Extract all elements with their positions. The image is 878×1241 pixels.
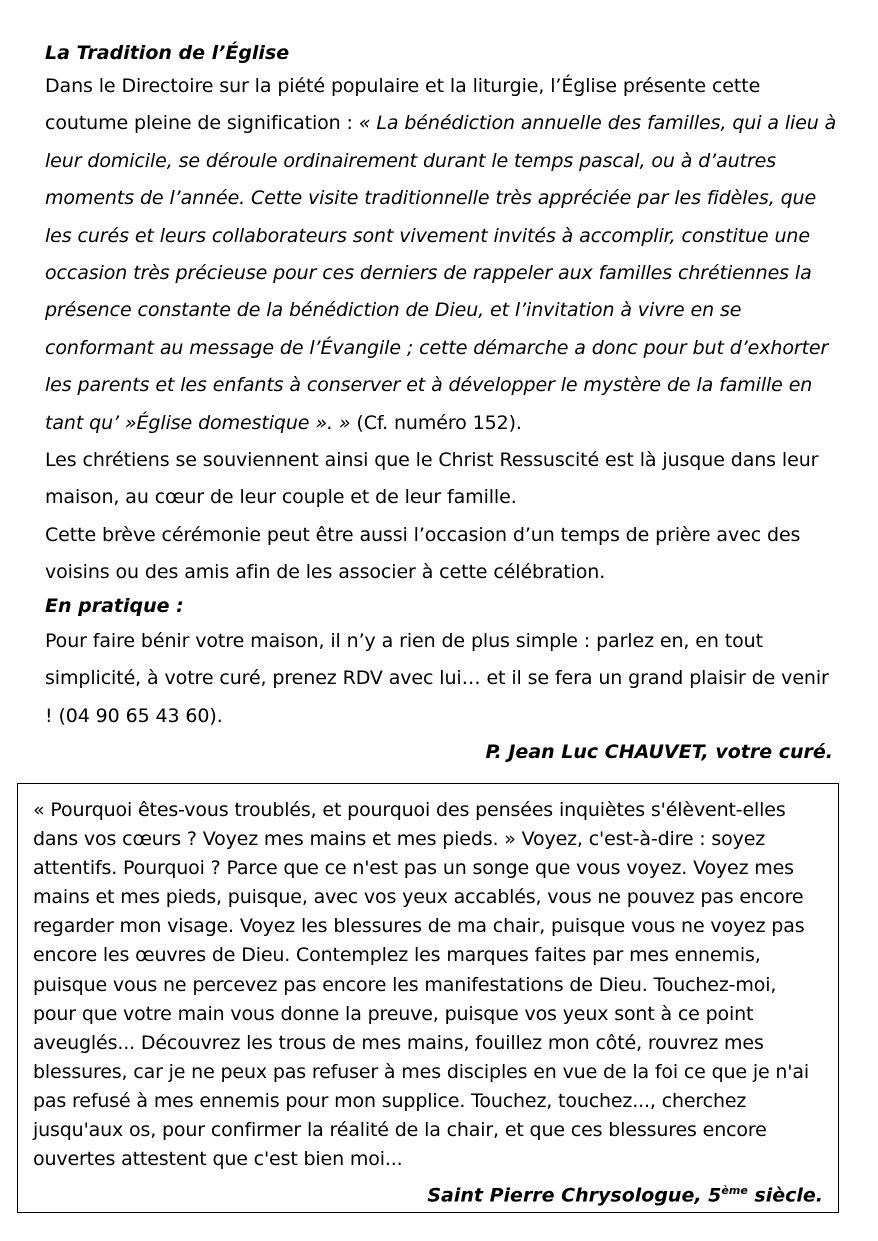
intro-text: Dans le Directoire sur la piété populaire et la liturgie, l’Église présente cette coutume pleine de signification : bbox=[45, 75, 761, 135]
article-signature: P. Jean Luc CHAUVET, votre curé. bbox=[485, 741, 833, 764]
directory-quote: « La bénédiction annuelle des familles, qui a lieu à leur domicile, se déroule ordinairement durant le temps pascal, ou à d’autres moments de l’année. Cette visite traditionnelle très appréciée par les fidèles, que les curés et leurs collaborateurs sont vivement invités à accomplir, constitue une occasion très précieuse pour ces derniers de rappeler aux familles chrétiennes la présence constante de la bénédiction de Dieu, et l’invitation à vivre en se conformant au message de l’Évangile ; cette démarche a donc pour but d’exhorter les parents et les enfants à conserver et à développer le mystère de la famille en tant qu’ »Église domestique ». » bbox=[45, 112, 837, 434]
practice-paragraph: Pour faire bénir votre maison, il n’y a rien de plus simple : parlez en, en tout simplicité, à votre curé, prenez RDV avec lui… et il se fera un grand plaisir de venir ! (04 90 65 43 60). bbox=[45, 629, 829, 727]
paragraph-2: Les chrétiens se souviennent ainsi que le Christ Ressuscité est là jusque dans leur maison, au cœur de leur couple et de leur famille. bbox=[45, 449, 819, 509]
intro-paragraph bbox=[45, 68, 841, 442]
quote-author-name: Saint Pierre Chrysologue, 5 bbox=[427, 1184, 722, 1207]
quote-author bbox=[33, 1174, 823, 1212]
article bbox=[45, 38, 841, 769]
practice-heading: En pratique : bbox=[45, 594, 184, 617]
quote-text: « Pourquoi êtes-vous troublés, et pourquoi des pensées inquiètes s'élèvent-elles dans vos cœurs ? Voyez mes mains et mes pieds. » Voyez, c'est-à-dire : soyez attentifs. Pourquoi ? Parce que ce n'est pas un songe que vous voyez. Voyez mes mains et mes pieds, puisque, avec vos yeux accablés, vous ne pouvez pas encore regarder mon visage. Voyez les blessures de ma chair, puisque vous ne voyez pas encore les œuvres de Dieu. Contemplez les marques faites par mes ennemis, puisque vous ne percevez pas encore les manifestations de Dieu. Touchez-moi, pour que votre main vous donne la preuve, puisque vos yeux sont à ce point aveuglés... Découvrez les trous de mes mains, fouillez mon côté, rouvrez mes blessures, car je ne peux pas refuser à mes disciples en vue de la foi ce que je n'ai pas refusé à mes ennemis pour mon supplice. Touchez, touchez..., cherchez jusqu'aux os, pour confirmer la réalité de la chair, et que ces blessures encore ouvertes attestent que c'est bien moi... bbox=[33, 799, 809, 1171]
reference-text: (Cf. numéro 152). bbox=[350, 411, 522, 434]
quote-box bbox=[17, 783, 839, 1213]
quote-author-sup: ème bbox=[721, 1184, 748, 1198]
paragraph-3: Cette brève cérémonie peut être aussi l’occasion d’un temps de prière avec des voisins ou des amis afin de les associer à cette célébration. bbox=[45, 523, 801, 583]
quote-author-suffix: siècle. bbox=[747, 1184, 823, 1207]
article-title: La Tradition de l’Église bbox=[45, 42, 290, 64]
